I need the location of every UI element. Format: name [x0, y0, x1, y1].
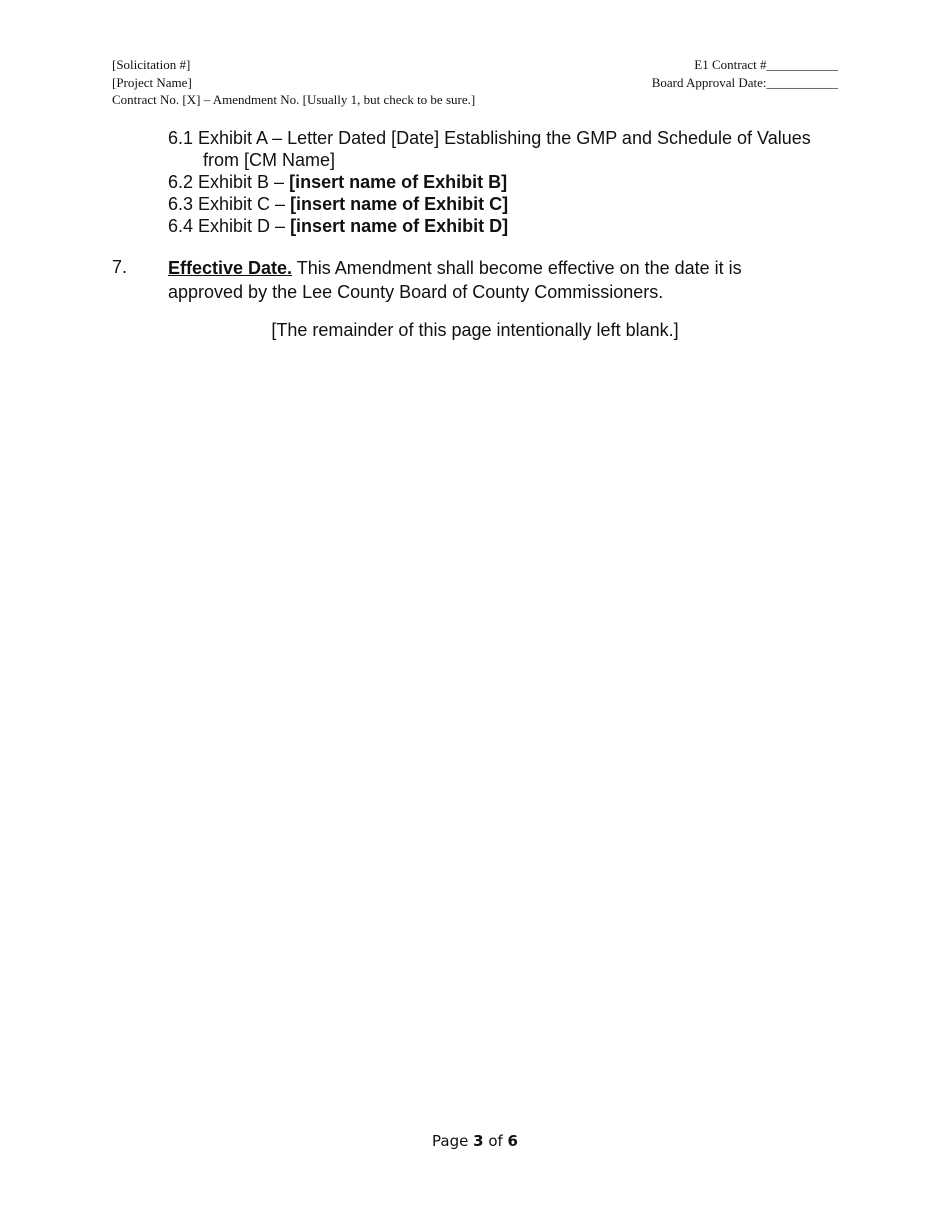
- section-text: This Amendment shall become effective on the date it is approved by the Lee County Board of County Commissioners.: [168, 258, 742, 302]
- header-e1-contract: E1 Contract #___________: [694, 57, 838, 72]
- exhibit-item-b: [168, 171, 848, 193]
- footer-current-page: 3: [473, 1132, 484, 1150]
- header-right: [652, 56, 838, 91]
- section-number: 7.: [112, 257, 128, 277]
- footer-total-pages: 6: [507, 1132, 518, 1150]
- exhibit-d-prefix: 6.4 Exhibit D –: [168, 216, 291, 236]
- exhibit-item-d: [168, 215, 848, 237]
- exhibit-list: [168, 127, 848, 237]
- header-project-name: [Project Name]: [112, 74, 192, 90]
- footer-of-word: of: [483, 1132, 508, 1150]
- exhibit-c-prefix: 6.3 Exhibit C –: [168, 194, 291, 214]
- exhibit-c-name: [insert name of Exhibit C]: [290, 194, 509, 214]
- page-footer: [0, 1132, 950, 1150]
- exhibit-b-name: [insert name of Exhibit B]: [289, 172, 508, 192]
- header-contract-line: Contract No. [X] – Amendment No. [Usually 1, but check to be sure.]: [112, 92, 476, 107]
- header-board-approval: Board Approval Date:___________: [651, 74, 838, 90]
- exhibit-d-name: [insert name of Exhibit D]: [290, 216, 509, 236]
- section-heading: Effective Date.: [168, 258, 293, 278]
- exhibit-item-c: [168, 193, 848, 215]
- footer-page-word: Page: [432, 1132, 474, 1150]
- section-body: [168, 256, 808, 304]
- exhibit-item-a: [168, 127, 848, 149]
- exhibit-a-text: 6.1 Exhibit A – Letter Dated [Date] Establishing the GMP and Schedule of Values: [168, 128, 811, 148]
- header-left: [112, 56, 475, 109]
- exhibit-a-continuation: from [CM Name]: [203, 150, 336, 170]
- header-solicitation: [Solicitation #]: [112, 57, 191, 72]
- remainder-note: [The remainder of this page intentionally left blank.]: [271, 320, 679, 340]
- exhibit-b-prefix: 6.2 Exhibit B –: [168, 172, 290, 192]
